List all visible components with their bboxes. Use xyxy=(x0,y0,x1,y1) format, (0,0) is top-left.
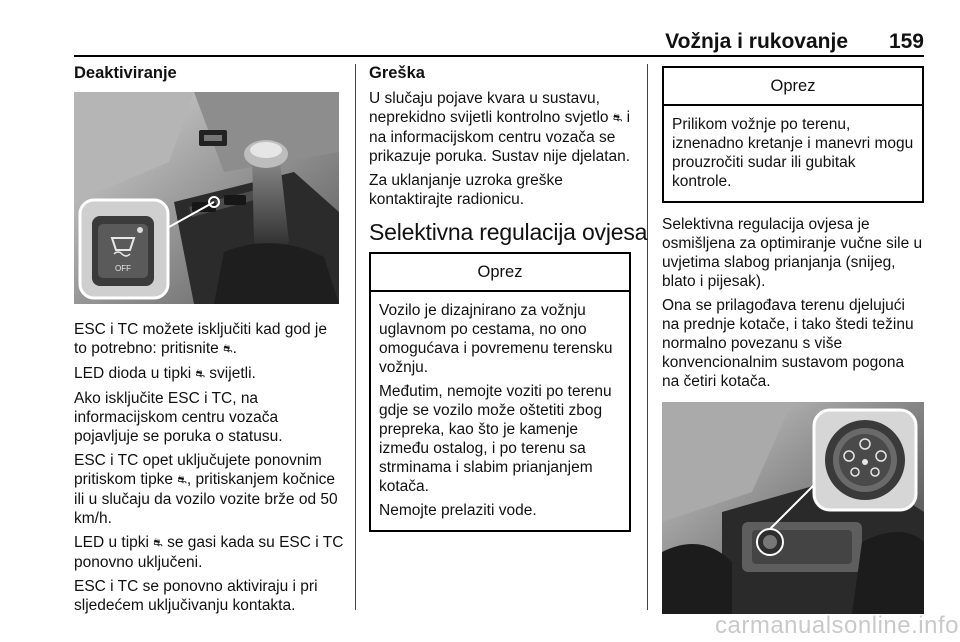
column-3 xyxy=(662,66,924,614)
caution-text: Međutim, nemojte voziti po terenu gdje se vozilo može oštetiti zbog prepreka, kao što je kamenje između ostalog, i po terenu sa strminama i slabim prianjanjem kotača. xyxy=(379,383,612,495)
caution-body xyxy=(371,292,629,530)
column-1 xyxy=(74,64,344,620)
paragraph: Selektivna regulacija ovjesa je osmišljena za optimiranje vučne sile u uvjetima slabog prianjanja (snijeg, blato i pijesak). xyxy=(662,216,923,290)
paragraph: LED dioda u tipki ⛐ svijetli. xyxy=(74,365,256,382)
caution-box xyxy=(369,252,631,532)
paragraph: LED u tipki ⛐ se gasi kada su ESC i TC ponovno uključeni. xyxy=(74,534,344,571)
watermark: carmanualsonline.info xyxy=(715,612,959,639)
paragraph: Ona se prilagođava terenu djelujući na prednje kotače, i tako štedi težinu normalno povezanu s više konvencionalnim sustavom pogona na četiri kotača. xyxy=(662,297,914,390)
column-divider xyxy=(647,64,648,610)
paragraph: ESC i TC možete isključiti kad god je to potrebno: pritisnite ⛐. xyxy=(74,321,327,357)
caution-body xyxy=(664,106,922,201)
page-number: 159 xyxy=(888,30,924,53)
caution-title: Oprez xyxy=(664,68,922,106)
esc-button-figure xyxy=(74,92,339,304)
esc-off-icon: ⛐ xyxy=(153,537,163,549)
mode-selector-figure xyxy=(662,402,924,614)
caution-title: Oprez xyxy=(371,254,629,292)
paragraph: ESC i TC opet uključujete ponovnim pritiskom tipke ⛐, pritiskanjem kočnice ili u slučaju da vozilo vozite brže od 50 km/h. xyxy=(74,452,338,527)
section-title: Selektivna regulacija ovjesa xyxy=(369,219,648,245)
column-2 xyxy=(369,64,648,532)
section-heading: Deaktiviranje xyxy=(74,64,177,82)
esc-off-icon: ⛐ xyxy=(177,474,187,486)
section-heading: Greška xyxy=(369,64,425,82)
caution-text: Vozilo je dizajnirano za vožnju uglavnom po cestama, no ono omogućava i povremenu terensku vožnju. xyxy=(379,302,613,376)
console-illustration xyxy=(74,92,339,304)
paragraph: Ako isključite ESC i TC, na informacijskom centru vozača pojavljuje se poruka o statusu. xyxy=(74,390,283,445)
console-illustration xyxy=(662,402,924,614)
esc-warning-icon: ⛐ xyxy=(612,112,623,124)
running-header-title: Vožnja i rukovanje xyxy=(665,30,848,53)
caution-text: Prilikom vožnje po terenu, iznenadno kretanje i manevri mogu prouzročiti sudar ili gubitak kontrole. xyxy=(672,116,914,190)
paragraph: U slučaju pojave kvara u sustavu, neprekidno svijetli kontrolno svjetlo ⛐ i na informacijskom centru vozača se prikazuje poruka. Sustav nije djelatan. xyxy=(369,90,631,165)
header-rule xyxy=(74,55,924,57)
esc-off-icon: ⛐ xyxy=(195,368,205,380)
column-divider xyxy=(355,64,356,610)
caution-box xyxy=(662,66,924,203)
caution-text: Nemojte prelaziti vode. xyxy=(379,502,537,519)
esc-off-icon: ⛐ xyxy=(223,343,233,355)
paragraph: ESC i TC se ponovno aktiviraju i pri sljedećem uključivanju kontakta. xyxy=(74,578,318,614)
paragraph: Za uklanjanje uzroka greške kontaktirajte radionicu. xyxy=(369,172,563,208)
off-label: OFF xyxy=(115,264,131,273)
